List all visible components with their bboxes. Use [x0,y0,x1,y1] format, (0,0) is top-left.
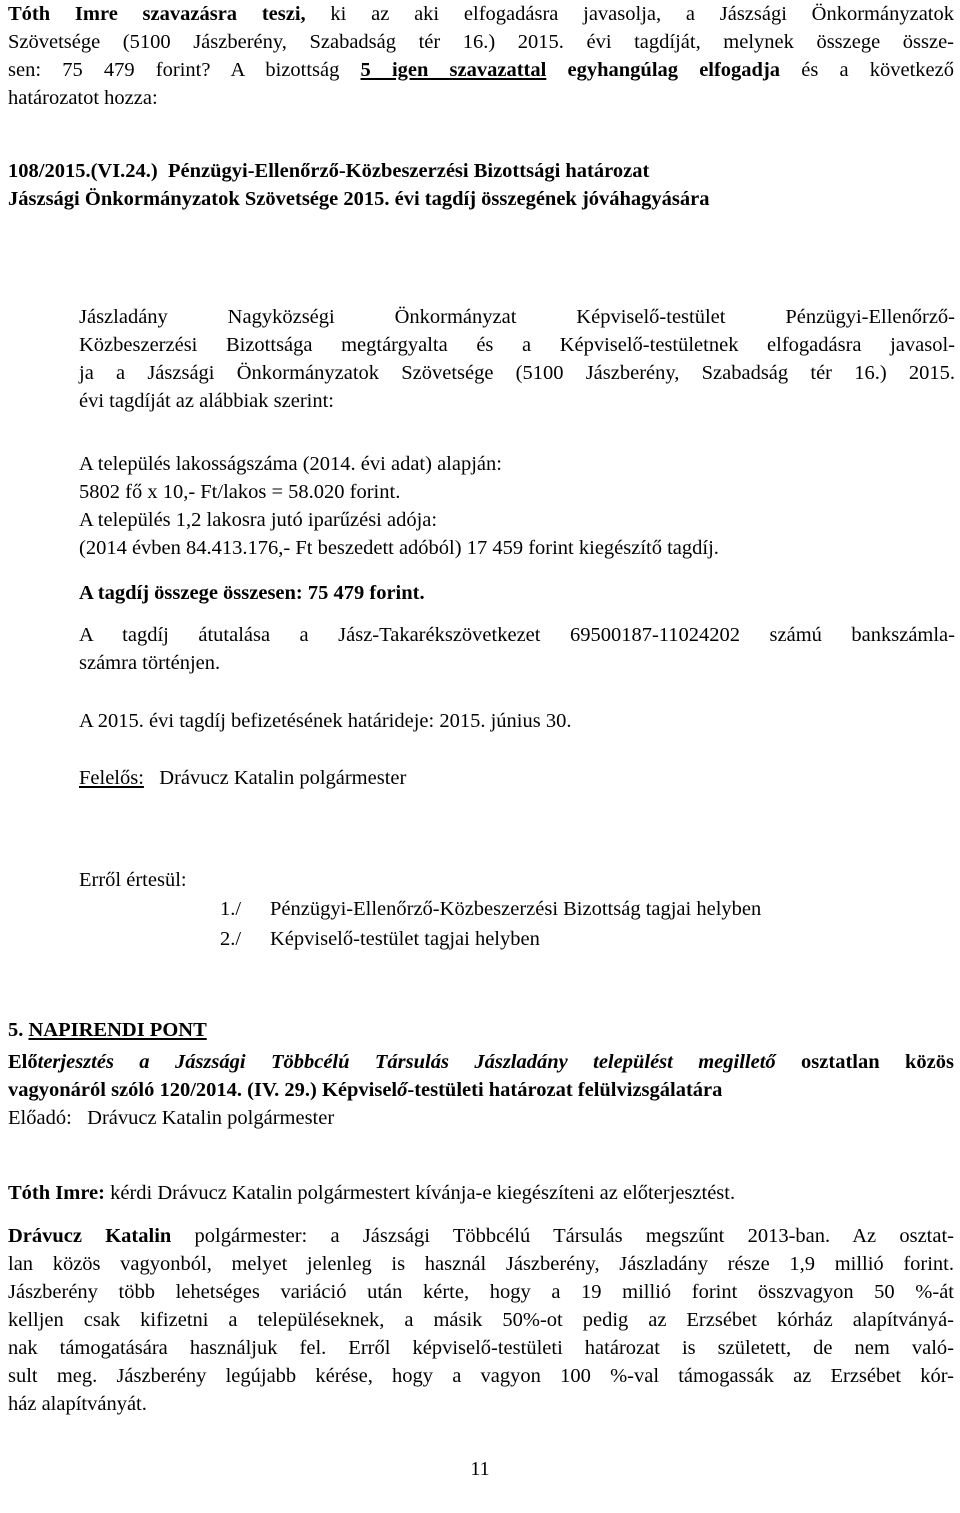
resolution-number: 108/2015.(VI.24.) [8,160,158,182]
paragraph-line: ja a Jászsági Önkormányzatok Szövetsége (5100 Jászberény, Szabadság tér 16.) 2015. [79,362,955,384]
subject-line-2 [8,1076,954,1104]
presenter-label: Előadó: [8,1107,72,1129]
vote-count: 5 igen szavazattal [360,59,547,81]
intro-paragraph [8,0,954,112]
statement-text: kérdi Drávucz Katalin polgármestert kívánja-e kiegészíteni az előterjesztést. [105,1182,736,1204]
presenter-line [8,1104,954,1132]
agenda-heading [8,1016,954,1044]
resolution-paragraph [79,303,955,415]
subject-text: ő [765,1051,776,1073]
notify-item [220,925,920,953]
dravucz-statement [8,1222,954,1418]
statement-line: ház alapítványát. [8,1393,147,1415]
paragraph-line: számra történjen. [79,652,221,674]
fee-calculation [79,450,955,562]
statement-line: sult meg. Jászberény legújabb kérése, hogy a vagyon 100 %-val támogassák az Erzsébet kór- [8,1365,954,1387]
calc-line: A település lakosságszáma (2014. évi adat) alapján: [79,453,502,475]
calc-line: 5802 fő x 10,- Ft/lakos = 58.020 forint. [79,481,401,503]
speaker-name: Tóth Imre szavazásra teszi, [8,3,306,25]
paragraph-line: A tagdíj átutalása a Jász-Takarékszövetkezet 69500187-11024202 számú bankszámla- [79,624,955,646]
intro-line-3 [8,56,954,84]
intro-line-1 [8,0,954,28]
intro-line-4: határozatot hozza: [8,87,158,109]
resolution-title-line-1 [8,157,954,185]
calc-line: (2014 évben 84.413.176,- Ft beszedett adóból) 17 459 forint kiegészítő tagdíj. [79,537,719,559]
statement-line: nak támogatására használjuk fel. Erről képviselő-testületi határozat is született, de nem való- [8,1337,954,1359]
responsible-name: Drávucz Katalin polgármester [159,767,407,789]
notify-number: 2./ [220,928,242,950]
intro-text: sen: 75 479 forint? A bizottság [8,59,361,81]
subject-line-1 [8,1048,954,1076]
resolution-heading [8,157,954,213]
resolution-title: Pénzügyi-Ellenőrző-Közbeszerzési Bizottsági határozat [168,160,650,182]
statement-line: Jászberény több lehetséges variáció után kérte, hogy a 19 millió forint összvagyon 50 %-át [8,1281,954,1303]
subject-text: Elő [8,1051,38,1073]
paragraph-line: évi tagdíját az alábbiak szerint: [79,390,334,412]
notify-text: Képviselő-testület tagjai helyben [270,928,540,950]
agenda-title: NAPIRENDI PONT [28,1019,207,1041]
transfer-paragraph [79,621,955,677]
notify-number: 1./ [220,898,242,920]
agenda-subject [8,1048,954,1104]
subject-text: osztatlan közös [775,1051,955,1073]
payment-deadline: A 2015. évi tagdíj befizetésének határideje: 2015. június 30. [79,710,572,732]
paragraph-line: Jászladány Nagyközségi Önkormányzat Képviselő-testület Pénzügyi-Ellenőrző- [79,306,955,328]
toth-statement [8,1179,954,1207]
statement-line: kelljen csak kifizetni a településeknek, a másik 50%-ot pedig az Erzsébet kórház alapítványá- [8,1309,954,1331]
speaker-name: Drávucz Katalin [8,1225,172,1247]
paragraph-line: Közbeszerzési Bizottsága megtárgyalta és a Képviselő-testületnek elfogadásra javasol- [79,334,955,356]
responsible-line [79,764,955,792]
subject-text: terjesztés a Jászsági Többcélú Társulás Jászladány települést megillet [37,1051,766,1073]
vote-result: egyhangúlag elfogadja [546,59,781,81]
presenter-name: Drávucz Katalin polgármester [87,1107,335,1129]
speaker-name: Tóth Imre: [8,1182,105,1204]
fee-total: A tagdíj összege összesen: 75 479 forint. [79,582,425,604]
responsible-label: Felelős: [79,767,144,789]
page-number: 11 [470,1458,490,1480]
subject-text: -testületi határozat felülvizsgálatára [407,1079,723,1101]
intro-text: és a következő [780,59,954,81]
statement-line: lan közös vagyonból, melyet jelenleg is használ Jászberény, Jászladány része 1,9 millió forint. [8,1253,954,1275]
notify-item [220,895,920,923]
notify-label: Erről értesül: [79,869,187,891]
intro-text: ki az aki elfogadásra javasolja, a Jászsági Önkormányzatok [305,3,954,25]
statement-line [8,1222,954,1250]
calc-line: A település 1,2 lakosra jutó iparűzési adója: [79,509,438,531]
intro-line-2: Szövetsége (5100 Jászberény, Szabadság tér 16.) 2015. évi tagdíját, melynek összege össze- [8,31,954,53]
subject-text: vagyonáról szóló 120/2014. (IV. 29.) Képvisel [8,1079,398,1101]
subject-text: ő [397,1079,408,1101]
agenda-number: 5. [8,1019,24,1041]
notify-text: Pénzügyi-Ellenőrző-Közbeszerzési Bizottság tagjai helyben [270,898,762,920]
statement-text: polgármester: a Jászsági Többcélú Társulás megszűnt 2013-ban. Az osztat- [171,1225,954,1247]
resolution-title-line-2: Jászsági Önkormányzatok Szövetsége 2015. évi tagdíj összegének jóváhagyására [8,188,710,210]
